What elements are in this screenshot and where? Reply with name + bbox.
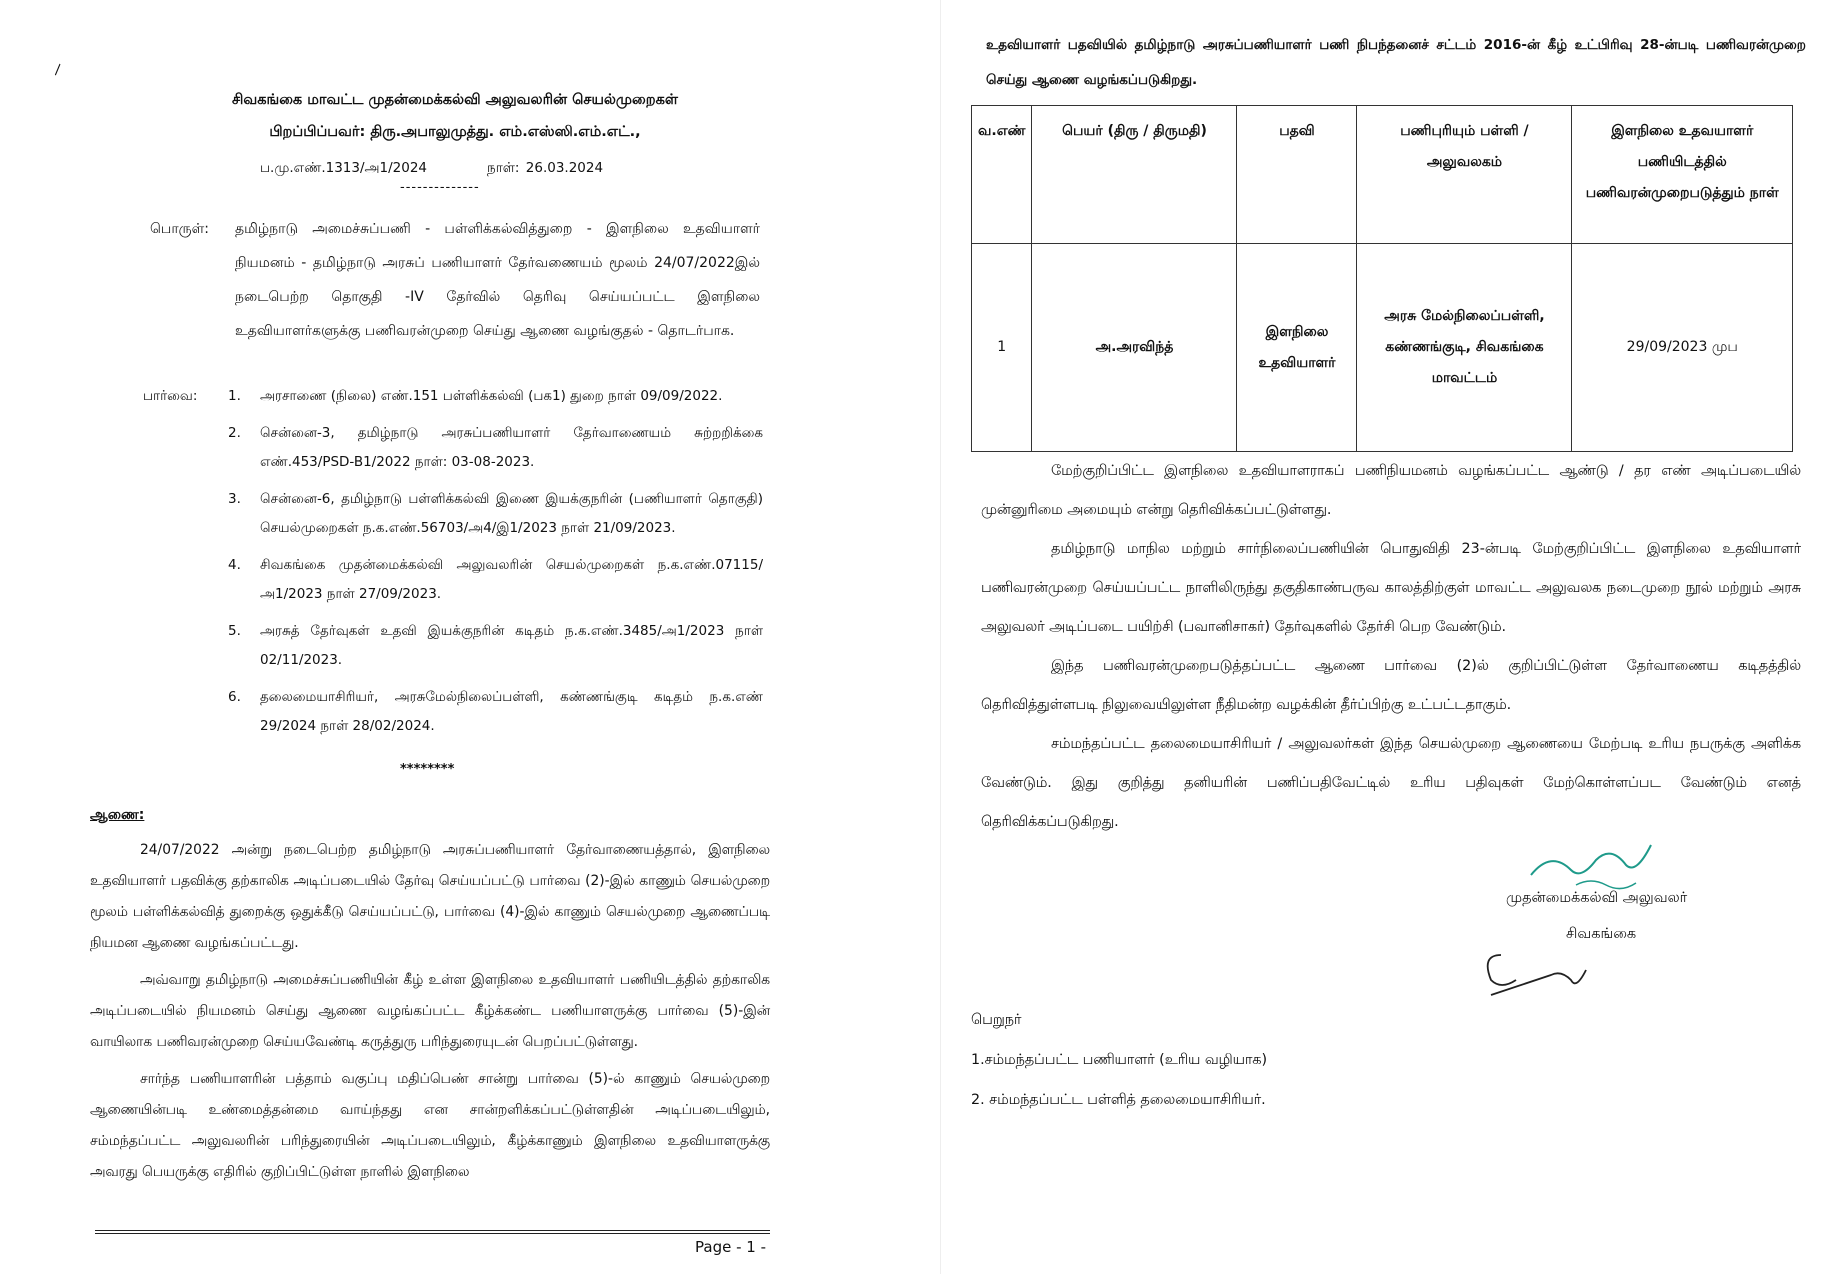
subject-text: தமிழ்நாடு அமைச்சுப்பணி - பள்ளிக்கல்வித்துறை - இளநிலை உதவியாளர் நியமனம் - தமிழ்நாடு அரசுப் பணியாளர் தேர்வணையம் மூலம் 24/07/2022இல் நடைபெற்ற தொகுதி -IV தேர்வில் தெரிவு செய்யப்பட்ட இளநிலை உதவியாளர்களுக்கு பணிவரன்முறை செய்து ஆணை வழங்குதல் - தொடர்பாக. <box>235 221 760 339</box>
references-label: பார்வை: <box>143 388 198 404</box>
cell-date: 29/09/2023 முப <box>1572 244 1793 452</box>
col-serial: வ.எண் <box>972 106 1032 244</box>
recipients-label: பெறுநர் <box>971 1012 1022 1028</box>
recipients <box>971 1000 1267 1120</box>
separator-stars: ******** <box>400 762 455 777</box>
initial-signature <box>1471 935 1601 1005</box>
page-1 <box>0 0 900 1274</box>
body-paragraph: தமிழ்நாடு மாநில மற்றும் சார்நிலைப்பணியின் பொதுவிதி 23-ன்படி மேற்குறிப்பிட்ட இளநிலை உதவியாளர் பணிவரன்முறை செய்யப்பட்ட நாளிலிருந்து தகுதிகாண்பருவ காலத்திற்குள் மாவட்ட அலுவலக நடைமுறை நூல் மற்றும் அரசு அலுவலர் அடிப்படை பயிற்சி (பவானிசாகர்) தேர்வுகளில் தேர்சி பெற வேண்டும். <box>981 541 1801 635</box>
reference-item <box>143 683 763 741</box>
scan-mark: \ <box>50 62 65 78</box>
order-paragraph: அவ்வாறு தமிழ்நாடு அமைச்சுப்பணியின் கீழ் உள்ள இளநிலை உதவியாளர் பணியிடத்தில் தற்காலிக அடிப்படையில் நியமனம் செய்து ஆணை வழங்கப்பட்ட கீழ்க்கண்ட பணியாளருக்கு பார்வை (5)-இன் வாயிலாக பணிவரன்முறை செய்யவேண்டி கருத்துரு பரிந்துரையுடன் பெறப்பட்டுள்ளது. <box>90 972 770 1050</box>
reference-item <box>143 382 763 411</box>
continued-text: உதவியாளர் பதவியில் தமிழ்நாடு அரசுப்பணியாளர் பணி நிபந்தனைச் சட்டம் 2016-ன் கீழ் உட்பிரிவு 28-ன்படி பணிவரன்முறை செய்து ஆணை வழங்கப்படுகிறது. <box>986 37 1806 88</box>
col-date: இளநிலை உதவயாளர் பணியிடத்தில் பணிவரன்முறைபடுத்தும் நாள் <box>1572 106 1793 244</box>
reference-line <box>260 160 663 178</box>
regularisation-table <box>971 105 1793 452</box>
reference-item <box>143 419 763 477</box>
cell-school: அரசு மேல்நிலைப்பள்ளி, கண்ணங்குடி, சிவகங்கை மாவட்டம் <box>1357 244 1572 452</box>
cell-name: அ.அரவிந்த் <box>1032 244 1237 452</box>
subject <box>150 212 760 348</box>
reference-item <box>143 551 763 609</box>
office-heading: சிவகங்கை மாவட்ட முதன்மைக்கல்வி அலுவலரின் செயல்முறைகள் <box>232 92 678 108</box>
body-text <box>981 452 1801 842</box>
ref-text: சென்னை-6, தமிழ்நாடு பள்ளிக்கல்வி இணை இயக்குநரின் (பணியாளர் தொகுதி) செயல்முறைகள் ந.க.எண்.56703/அ4/இ1/2023 நாள் 21/09/2023. <box>260 491 763 536</box>
table-row <box>972 244 1793 452</box>
col-post: பதவி <box>1237 106 1357 244</box>
order-title: ஆணை: <box>90 807 145 823</box>
col-name: பெயர் (திரு / திருமதி) <box>1032 106 1237 244</box>
body-paragraph: மேற்குறிப்பிட்ட இளநிலை உதவியாளராகப் பணிநியமனம் வழங்கப்பட்ட ஆண்டு / தர எண் அடிப்படையில் முன்னுரிமை அமையும் என்று தெரிவிக்கப்பட்டுள்ளது. <box>981 463 1801 518</box>
ref-text: அரசாணை (நிலை) எண்.151 பள்ளிக்கல்வி (பக1) துறை நாள் 09/09/2022. <box>260 388 723 404</box>
ref-number: ப.மு.எண்.1313/அ1/2024 <box>260 160 428 176</box>
footer-rule <box>95 1230 770 1234</box>
ref-num: 4. <box>228 557 241 573</box>
signatory-place: சிவகங்கை <box>1566 926 1637 942</box>
ref-text: அரசுத் தேர்வுகள் உதவி இயக்குநரின் கடிதம் ந.க.எண்.3485/அ1/2023 நாள் 02/11/2023. <box>260 623 763 668</box>
ref-text: தலைமையாசிரியர், அரசுமேல்நிலைப்பள்ளி, கண்ணங்குடி கடிதம் ந.க.எண் 29/2024 நாள் 28/02/2024. <box>260 689 763 734</box>
order-paragraph: சார்ந்த பணியாளரின் பத்தாம் வகுப்பு மதிப்பெண் சான்று பார்வை (5)-ல் காணும் செயல்முறை ஆணையின்படி உண்மைத்தன்மை வாய்ந்தது என சான்றளிக்கப்பட்டுள்ளதின் அடிப்படையிலும், சம்மந்தப்பட்ட அலுவலரின் பரிந்துரையின் அடிப்படையிலும், கீழ்க்காணும் இளநிலை உதவியாளருக்கு அவரது பெயருக்கு எதிரில் குறிப்பிட்டுள்ள நாளில் இளநிலை <box>90 1071 770 1180</box>
ref-text: சென்னை-3, தமிழ்நாடு அரசுப்பணியாளர் தேர்வாணையம் சுற்றறிக்கை எண்.453/PSD-B1/2022 நாள்: 03-08-2023. <box>260 425 763 470</box>
divider: -------------- <box>400 180 480 195</box>
recipient-item: 1.சம்மந்தப்பட்ட பணியாளர் (உரிய வழியாக) <box>971 1052 1268 1068</box>
recipient-item: 2. சம்மந்தப்பட்ட பள்ளித் தலைமையாசிரியர். <box>971 1092 1266 1108</box>
body-paragraph: சம்மந்தப்பட்ட தலைமையாசிரியர் / அலுவலர்கள் இந்த செயல்முறை ஆணையை மேற்படி உரிய நபருக்கு அளிக்க வேண்டும். இது குறித்து தனியரின் பணிப்பதிவேட்டில் உரிய பதிவுகள் மேற்கொள்ளப்பட வேண்டும் எனத் தெரிவிக்கப்படுகிறது. <box>981 736 1801 830</box>
reference-item <box>143 617 763 675</box>
ref-text: சிவகங்கை முதன்மைக்கல்வி அலுவலரின் செயல்முறைகள் ந.க.எண்.07115/அ1/2023 நாள் 27/09/2023. <box>260 557 763 602</box>
ref-num: 5. <box>228 623 241 639</box>
references <box>143 382 763 749</box>
ref-num: 1. <box>228 388 241 404</box>
cell-serial: 1 <box>972 244 1032 452</box>
order-section <box>90 800 770 1194</box>
body-paragraph: இந்த பணிவரன்முறைபடுத்தப்பட்ட ஆணை பார்வை (2)ல் குறிப்பிட்டுள்ள தேர்வாணைய கடிதத்தில் தெரிவித்துள்ளபடி நிலுவையிலுள்ள நீதிமன்ற வழக்கின் தீர்ப்பிற்கு உட்பட்டதாகும். <box>981 658 1801 713</box>
ref-num: 3. <box>228 491 241 507</box>
reference-item <box>143 485 763 543</box>
ref-num: 2. <box>228 425 241 441</box>
table-header-row <box>972 106 1793 244</box>
col-school: பணிபுரியும் பள்ளி / அலுவலகம் <box>1357 106 1572 244</box>
issuer: பிறப்பிப்பவர்: திரு.அபாலுமுத்து. எம்.எஸ்ஸி.எம்.எட்., <box>269 124 641 140</box>
page-number: Page - 1 - <box>695 1238 766 1256</box>
signatory-title: முதன்மைக்கல்வி அலுவலர் <box>1506 890 1688 906</box>
ref-num: 6. <box>228 689 241 705</box>
subject-label: பொருள்: <box>150 221 209 237</box>
ink-signature <box>1521 835 1671 895</box>
page-2 <box>940 0 1839 1274</box>
order-paragraph: 24/07/2022 அன்று நடைபெற்ற தமிழ்நாடு அரசுப்பணியாளர் தேர்வாணையத்தால், இளநிலை உதவியாளர் பதவிக்கு தற்காலிக அடிப்படையில் தேர்வு செய்யப்பட்டு பார்வை (2)-இல் காணும் செயல்முறை மூலம் பள்ளிக்கல்வித் துறைக்கு ஒதுக்கீடு செய்யப்பட்டு, பார்வை (4)-இல் காணும் செயல்முறை ஆணைப்படி நியமன ஆணை வழங்கப்பட்டது. <box>90 842 770 951</box>
ref-date: நாள்: 26.03.2024 <box>487 160 604 176</box>
cell-post: இளநிலை உதவியாளர் <box>1237 244 1357 452</box>
